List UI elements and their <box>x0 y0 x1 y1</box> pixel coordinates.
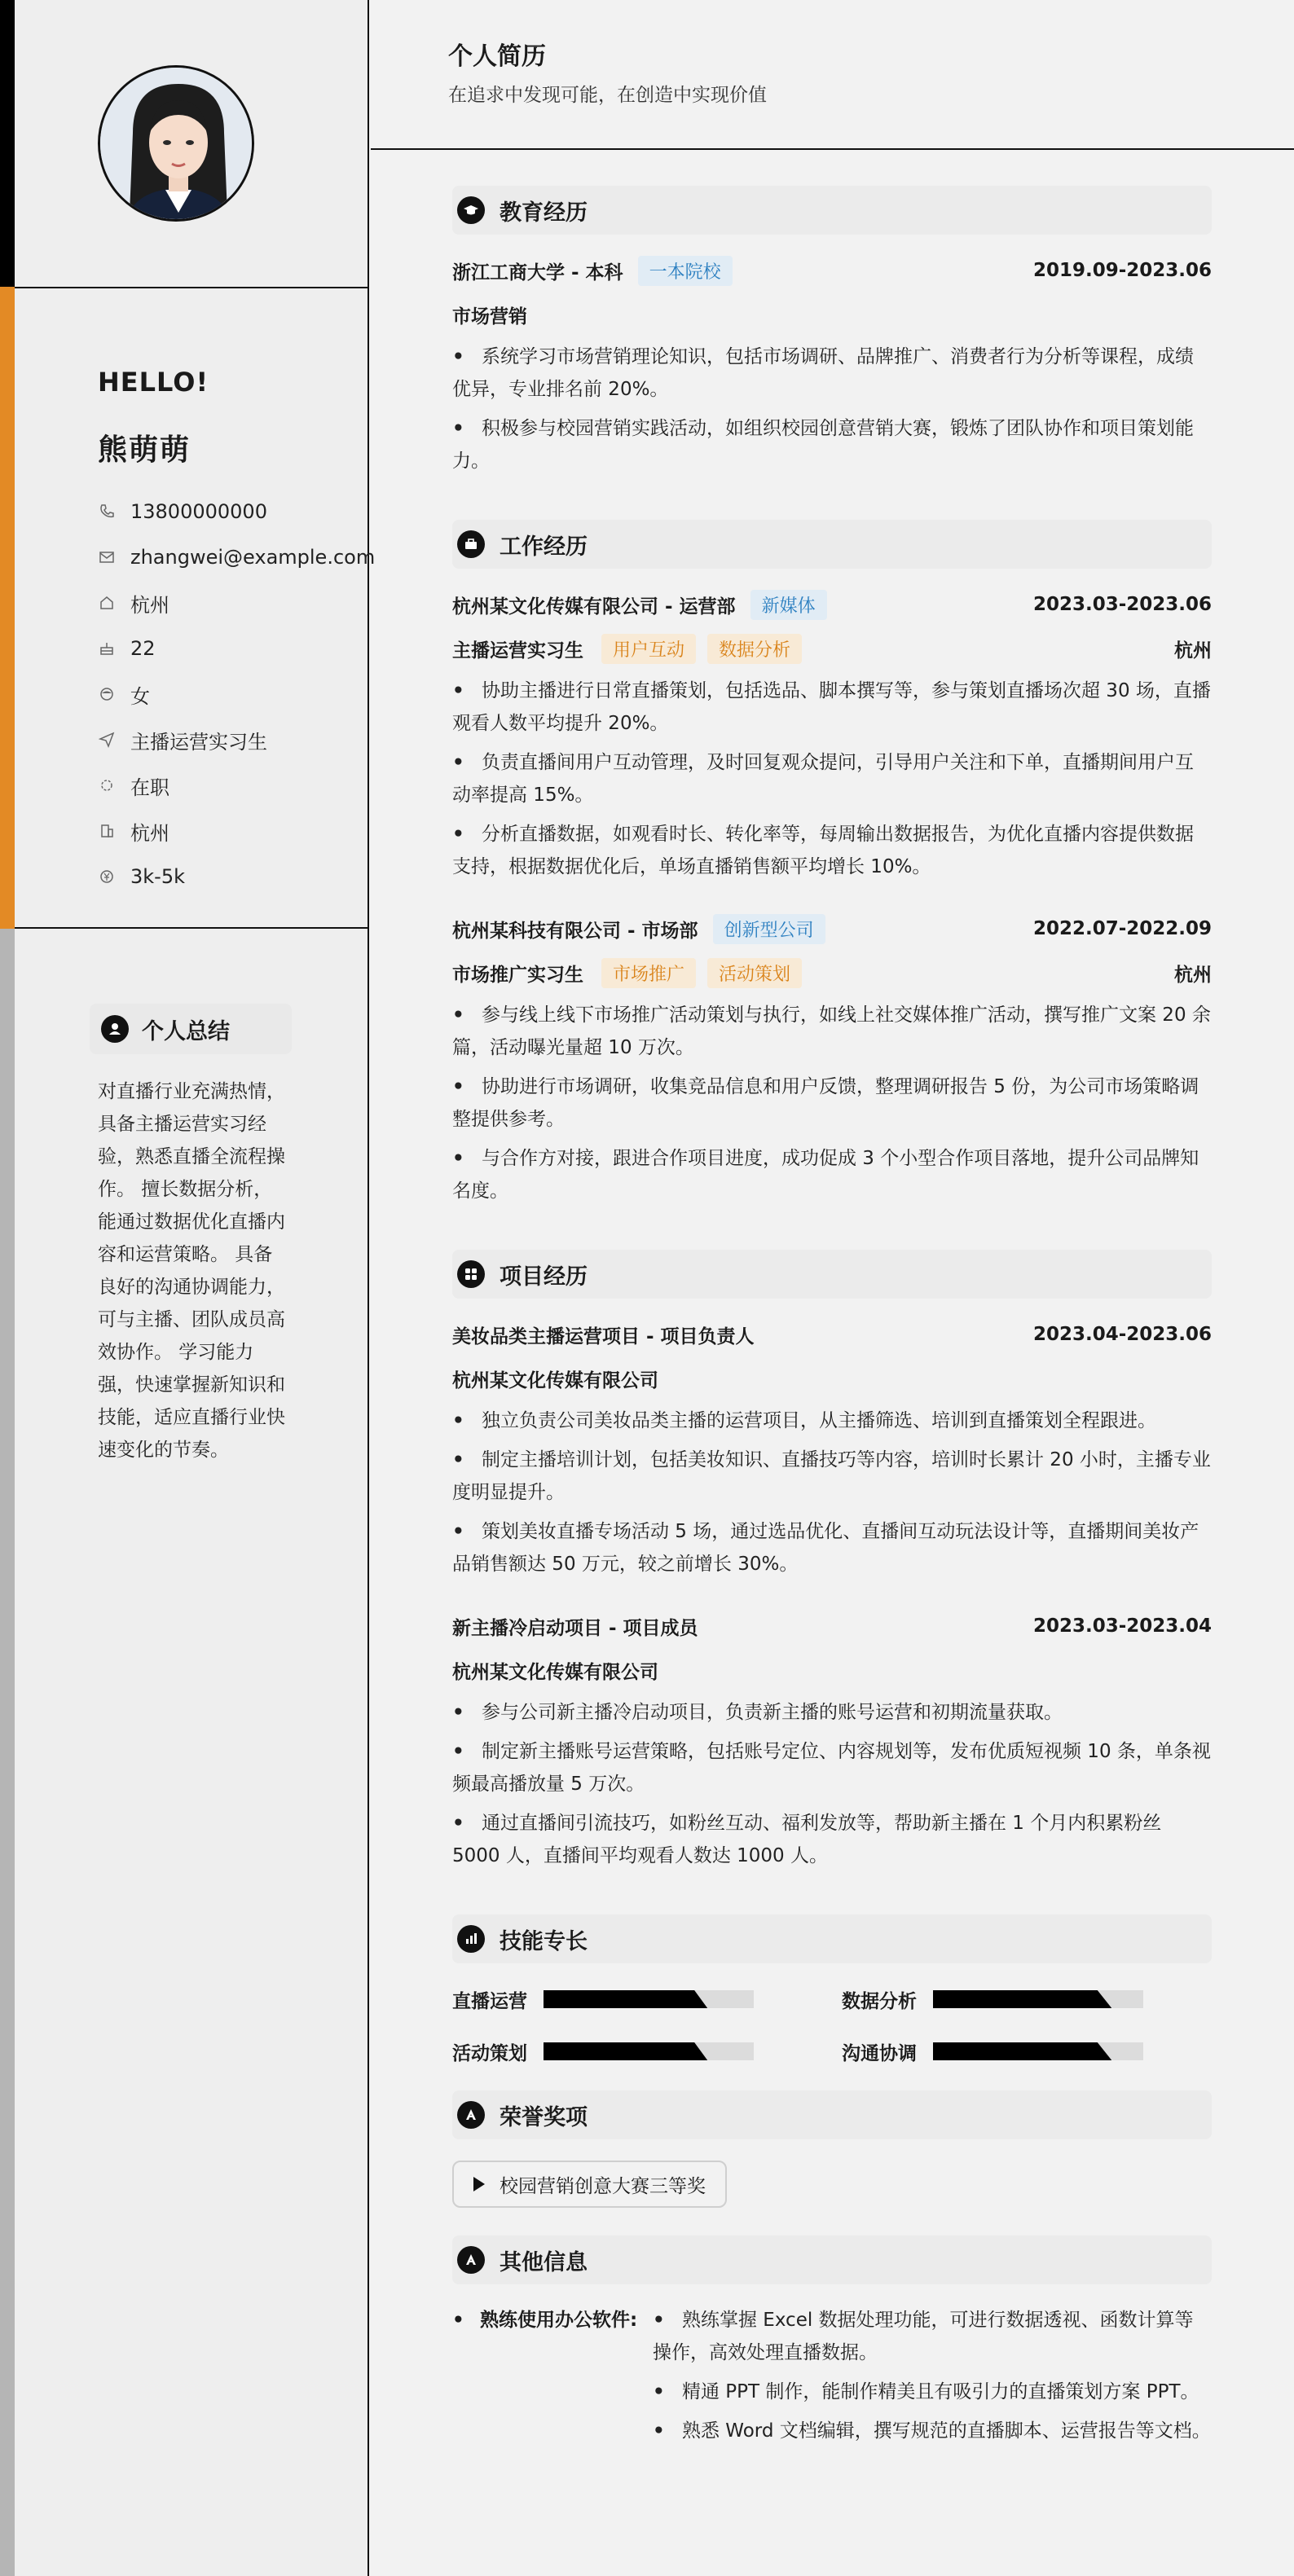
list-item: • 协助进行市场调研，收集竞品信息和用户反馈，整理调研报告 5 份，为公司市场策略调整提供参考。 <box>452 1076 1199 1130</box>
contact-salary-value: 3k-5k <box>130 865 185 888</box>
other-info <box>452 2304 1212 2454</box>
contact-position <box>98 717 375 763</box>
section-projects-title: 项目经历 <box>500 1264 588 1290</box>
project-org: 杭州某文化传媒有限公司 <box>452 1661 658 1683</box>
list-item: • 系统学习市场营销理论知识，包括市场调研、品牌推广、消费者行为分析等课程，成绩优异，专业排名前 20%。 <box>452 346 1194 400</box>
skill-bar-fill <box>933 1990 1111 2008</box>
project-name: 美妆品类主播运营项目 - 项目负责人 <box>452 1325 755 1347</box>
list-item: • 参与公司新主播冷启动项目，负责新主播的账号运营和初期流量获取。 <box>452 1702 1063 1723</box>
list-item: • 制定新主播账号运营策略，包括账号定位、内容规划等，发布优质短视频 10 条，单条视频最高播放量 5 万次。 <box>452 1741 1211 1795</box>
summary-title: 个人总结 <box>142 1018 230 1044</box>
section-education-title: 教育经历 <box>500 200 588 226</box>
job-role: 市场推广实习生 <box>452 964 583 986</box>
job-city: 杭州 <box>1174 964 1212 986</box>
skills-grid <box>452 1983 1212 2068</box>
section-education-heading <box>452 186 1212 235</box>
section-projects-heading <box>452 1250 1212 1299</box>
job-skill-tag: 用户互动 <box>601 634 696 664</box>
briefcase-icon <box>457 530 485 558</box>
skill-bar <box>933 1990 1143 2008</box>
page-title: 个人简历 <box>448 42 546 71</box>
job-skill-tag: 活动策划 <box>707 958 802 988</box>
home-icon <box>98 594 116 612</box>
award-icon <box>457 2101 485 2129</box>
contact-email <box>98 534 375 580</box>
skill-bar <box>933 2042 1143 2060</box>
contact-phone-value: 13800000000 <box>130 500 267 523</box>
education-school: 浙江工商大学 - 本科 <box>452 262 623 284</box>
contact-gender-value: 女 <box>130 684 150 708</box>
education-major: 市场营销 <box>452 306 527 327</box>
list-item: • 熟练掌握 Excel 数据处理功能，可进行数据透视、函数计算等操作，高效处理直播数据。 <box>653 2310 1194 2363</box>
candidate-name: 熊萌萌 <box>98 433 191 467</box>
list-item: • 熟悉 Word 文档编辑，撰写规范的直播脚本、运营报告等文档。 <box>653 2420 1211 2442</box>
job-header <box>452 588 1212 621</box>
contact-location <box>98 580 375 626</box>
other-label: • 熟练使用办公软件: <box>452 2310 638 2331</box>
contact-age <box>98 626 375 671</box>
user-icon <box>101 1015 129 1043</box>
skill-item <box>452 1983 842 2016</box>
skill-bar <box>544 1990 754 2008</box>
list-item: • 策划美妆直播专场活动 5 场，通过选品优化、直播间互动玩法设计等，直播期间美妆产品销售额达 50 万元，较之前增长 30%。 <box>452 1521 1199 1575</box>
skill-item <box>842 1983 1212 2016</box>
skill-name: 沟通协调 <box>842 2042 917 2064</box>
list-item: • 负责直播间用户互动管理，及时回复观众提问，引导用户关注和下单，直播期间用户互动率提高 15%。 <box>452 752 1194 806</box>
skill-item <box>842 2035 1212 2068</box>
education-tag: 一本院校 <box>638 256 733 286</box>
contact-email-value: zhangwei@example.com <box>130 546 376 569</box>
contact-phone <box>98 489 375 534</box>
contact-list <box>98 489 375 899</box>
job-date: 2022.07-2022.09 <box>1032 918 1212 939</box>
contact-age-value: 22 <box>130 637 156 660</box>
hello-heading: HELLO! <box>98 367 209 398</box>
main-content <box>452 186 1212 2454</box>
job-date: 2023.03-2023.06 <box>1032 594 1212 615</box>
project-header <box>452 1318 1212 1351</box>
summary-heading <box>90 1004 292 1054</box>
contact-target-city <box>98 808 375 854</box>
job-tag: 创新型公司 <box>713 914 825 944</box>
contact-status-value: 在职 <box>130 776 169 799</box>
skill-item <box>452 2035 842 2068</box>
avatar-portrait-icon <box>100 68 254 222</box>
section-other-title: 其他信息 <box>500 2249 588 2275</box>
graduation-cap-icon <box>457 196 485 224</box>
list-item: • 制定主播培训计划，包括美妆知识、直播技巧等内容，培训时长累计 20 小时，主播专业度明显提升。 <box>452 1449 1211 1503</box>
job-city: 杭州 <box>1174 640 1212 662</box>
list-item: • 与合作方对接，跟进合作项目进度，成功促成 3 个小型合作项目落地，提升公司品牌知名度。 <box>452 1148 1199 1202</box>
job-skill-tag: 市场推广 <box>601 958 696 988</box>
job-role: 主播运营实习生 <box>452 640 583 662</box>
contact-position-value: 主播运营实习生 <box>130 730 267 754</box>
education-bullets <box>452 341 1212 477</box>
project-date: 2023.03-2023.04 <box>1032 1615 1212 1637</box>
project-date: 2023.04-2023.06 <box>1032 1324 1212 1345</box>
list-item: • 协助主播进行日常直播策划，包括选品、脚本撰写等，参与策划直播场次超 30 场，直播观看人数平均提升 20%。 <box>452 680 1211 734</box>
section-skills-title: 技能专长 <box>500 1928 588 1954</box>
award-label: 校园营销创意大赛三等奖 <box>500 2175 706 2197</box>
list-item: • 通过直播间引流技巧，如粉丝互动、福利发放等，帮助新主播在 1 个月内积累粉丝 5000 人，直播间平均观看人数达 1000 人。 <box>452 1813 1162 1866</box>
divider <box>15 927 369 929</box>
grid-icon <box>457 1260 485 1288</box>
salary-icon <box>98 868 116 886</box>
sidebar-stripe-black <box>0 0 15 287</box>
sidebar-stripe-gray <box>0 929 15 2576</box>
cake-icon <box>98 640 116 657</box>
section-honors-title: 荣誉奖项 <box>500 2104 588 2130</box>
award-icon <box>457 2246 485 2274</box>
skill-name: 活动策划 <box>452 2042 527 2064</box>
skill-name: 直播运营 <box>452 1990 527 2012</box>
summary-text: 对直播行业充满热情，具备主播运营实习经验，熟悉直播全流程操作。 擅长数据分析，能通过数据优化直播内容和运营策略。 具备良好的沟通协调能力，可与主播、团队成员高效协作。 学习能力强，快速掌握新知识和技能，适应直播行业快速变化的节奏。 <box>98 1081 285 1461</box>
skill-name: 数据分析 <box>842 1990 917 2012</box>
section-honors-heading <box>452 2090 1212 2139</box>
divider <box>15 287 369 288</box>
other-bullets <box>653 2304 1212 2454</box>
list-item: • 精通 PPT 制作，能制作精美且有吸引力的直播策划方案 PPT。 <box>653 2381 1199 2402</box>
skill-bar-fill <box>933 2042 1111 2060</box>
section-skills-heading <box>452 1914 1212 1963</box>
sidebar-stripe-orange <box>0 287 15 929</box>
send-icon <box>98 731 116 749</box>
section-work-heading <box>452 520 1212 569</box>
project-name: 新主播冷启动项目 - 项目成员 <box>452 1617 698 1639</box>
skill-bar-fill <box>544 2042 707 2060</box>
skill-bar <box>544 2042 754 2060</box>
job-bullets <box>452 999 1212 1207</box>
section-work-title: 工作经历 <box>500 534 588 560</box>
page-header <box>371 0 1294 150</box>
job-bullets <box>452 675 1212 883</box>
building-icon <box>98 822 116 840</box>
avatar <box>98 65 254 222</box>
contact-gender <box>98 671 375 717</box>
status-icon <box>98 776 116 794</box>
project-header <box>452 1610 1212 1642</box>
job-tag: 新媒体 <box>750 590 827 620</box>
job-role-row <box>452 956 1212 989</box>
skill-bar-fill <box>544 1990 707 2008</box>
job-role-row <box>452 632 1212 665</box>
sidebar <box>0 0 376 2576</box>
award-item[interactable] <box>452 2161 727 2208</box>
project-bullets <box>452 1404 1212 1580</box>
phone-icon <box>98 503 116 521</box>
job-company: 杭州某文化传媒有限公司 - 运营部 <box>452 596 736 618</box>
gender-icon <box>98 685 116 703</box>
education-date: 2019.09-2023.06 <box>1032 260 1212 281</box>
contact-status <box>98 763 375 808</box>
play-icon <box>473 2177 485 2191</box>
section-other-heading <box>452 2235 1212 2284</box>
project-org: 杭州某文化传媒有限公司 <box>452 1369 658 1391</box>
contact-target-city-value: 杭州 <box>130 821 169 845</box>
list-item: • 分析直播数据，如观看时长、转化率等，每周输出数据报告，为优化直播内容提供数据支持，根据数据优化后，单场直播销售额平均增长 10%。 <box>452 824 1194 877</box>
job-header <box>452 912 1212 945</box>
list-item: • 积极参与校园营销实践活动，如组织校园创意营销大赛，锻炼了团队协作和项目策划能力。 <box>452 418 1194 472</box>
mail-icon <box>98 548 116 566</box>
bar-chart-icon <box>457 1925 485 1953</box>
project-bullets <box>452 1696 1212 1872</box>
education-row <box>452 254 1212 287</box>
job-skill-tag: 数据分析 <box>707 634 802 664</box>
list-item: • 独立负责公司美妆品类主播的运营项目，从主播筛选、培训到直播策划全程跟进。 <box>452 1410 1156 1431</box>
page-subtitle: 在追求中发现可能，在创造中实现价值 <box>448 85 767 106</box>
list-item: • 参与线上线下市场推广活动策划与执行，如线上社交媒体推广活动，撰写推广文案 20 余篇，活动曝光量超 10 万次。 <box>452 1004 1211 1058</box>
contact-salary <box>98 854 375 899</box>
contact-location-value: 杭州 <box>130 593 169 617</box>
job-company: 杭州某科技有限公司 - 市场部 <box>452 920 698 942</box>
